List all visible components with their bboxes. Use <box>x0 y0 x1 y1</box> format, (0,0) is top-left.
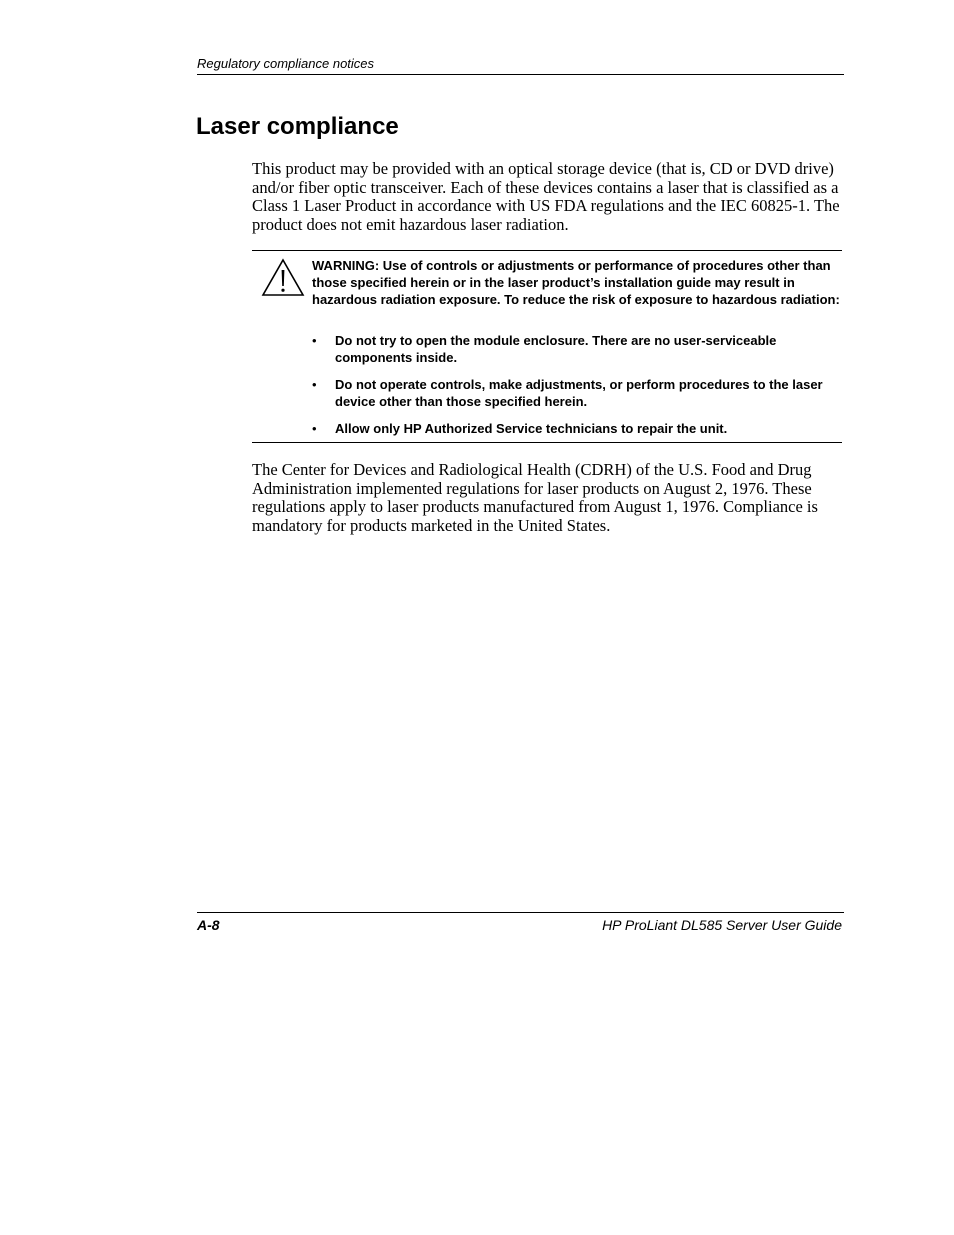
running-footer <box>197 912 844 935</box>
warning-list-item: • Do not try to open the module enclosure. There are no user-serviceable components inside. <box>312 332 842 366</box>
warning-list-item: • Do not operate controls, make adjustments, or perform procedures to the laser device other than those specified herein. <box>312 376 842 410</box>
cdrh-paragraph: The Center for Devices and Radiological Health (CDRH) of the U.S. Food and Drug Administration implemented regulations for laser products on August 2, 1976. These regulations apply to laser products manufactured from August 1, 1976. Compliance is mandatory for products marketed in the United States. <box>252 460 818 536</box>
running-header <box>197 56 844 75</box>
warning-text: WARNING: Use of controls or adjustments or performance of procedures other than those specified herein or in the laser product’s installation guide may result in hazardous radiation exposure. To reduce the risk of exposure to hazardous radiation: <box>312 258 840 307</box>
warning-triangle-icon <box>261 257 305 297</box>
header-section-title: Regulatory compliance notices <box>197 56 375 71</box>
guide-title: HP ProLiant DL585 Server User Guide <box>602 917 842 933</box>
warning-list <box>312 332 842 447</box>
warning-callout <box>252 250 842 443</box>
page-number: A-8 <box>197 917 220 933</box>
section-title: Laser compliance <box>196 113 399 140</box>
warning-list-item: • Allow only HP Authorized Service technicians to repair the unit. <box>312 420 842 437</box>
intro-paragraph: This product may be provided with an optical storage device (that is, CD or DVD drive) and/or fiber optic transceiver. Each of these devices contains a laser that is classified as a Class 1 Laser Product in accordance with US FDA regulations and the IEC 60825-1. The product does not emit hazardous laser radiation. <box>252 159 840 235</box>
